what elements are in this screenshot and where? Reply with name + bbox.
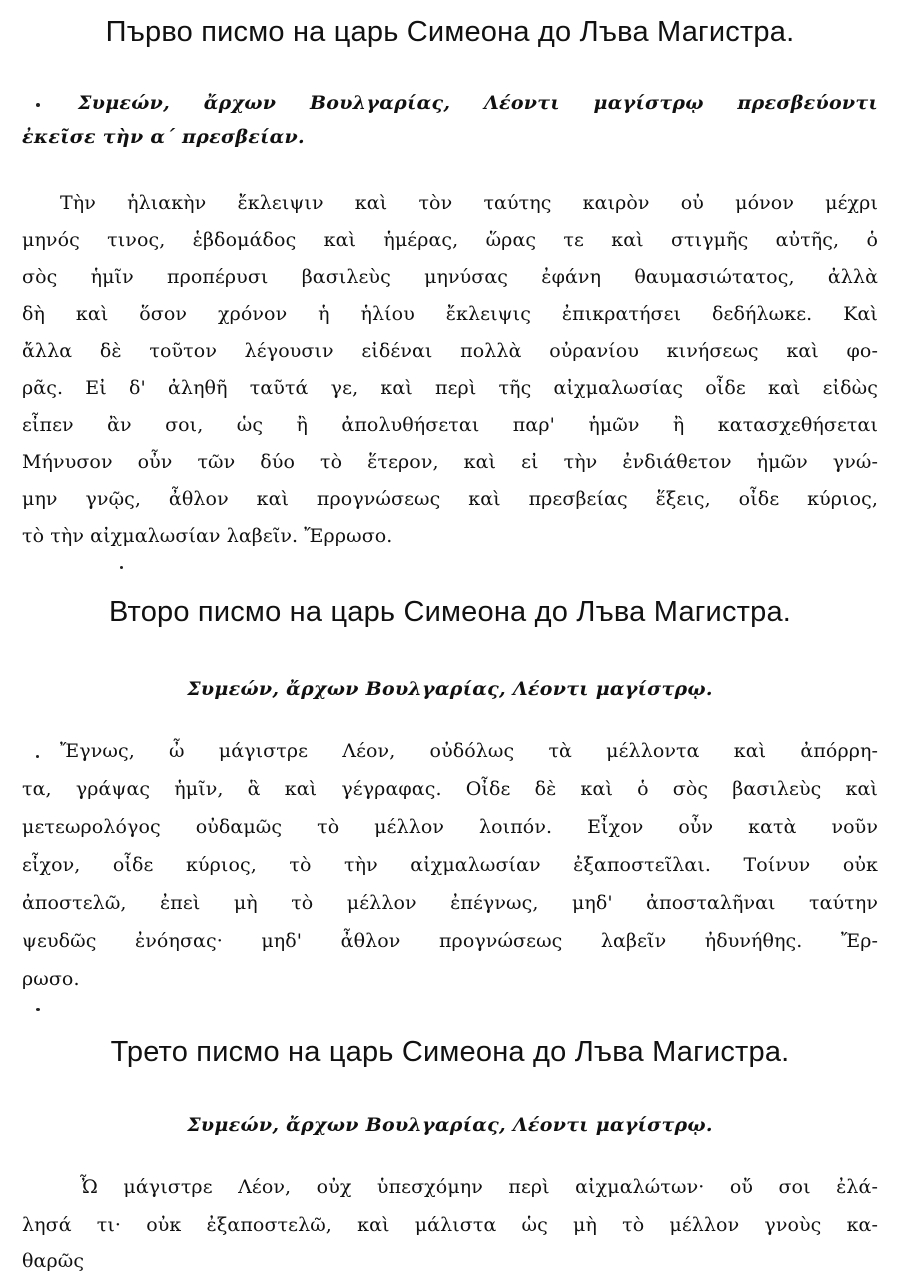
letter-2-line: ψευδῶς ἐνόησας· μηδ' ἆθλον προγνώσεως λαβεῖν ἠδυνήθης. Ἔρ- — [22, 930, 878, 952]
letter-2-line: ἀποστελῶ, ἐπεὶ μὴ τὸ μέλλον ἐπέγνως, μηδ' ἀποσταλῆναι ταύτην — [22, 892, 878, 914]
letter-1-line: Τὴν ἡλιακὴν ἔκλειψιν καὶ τὸν ταύτης καιρὸν οὐ μόνον μέχρι — [60, 192, 878, 214]
letter-2-line: τα, γράψας ἡμῖν, ἃ καὶ γέγραφας. Οἶδε δὲ καὶ ὁ σὸς βασιλεὺς καὶ — [22, 778, 878, 800]
letter-3-line: Ὦ μάγιστρε Λέον, οὐχ ὑπεσχόμην περὶ αἰχμαλώτων· οὔ σοι ἐλά- — [80, 1176, 878, 1198]
speck-mark — [36, 103, 40, 107]
letter-1-line: μην γνῷς, ἆθλον καὶ προγνώσεως καὶ πρεσβείας ἕξεις, οἶδε κύριος, — [22, 488, 878, 510]
letter-2-line: Ἔγνως, ὦ μάγιστρε Λέον, οὐδόλως τὰ μέλλοντα καὶ ἀπόρρη- — [60, 740, 878, 762]
speck-mark — [36, 755, 39, 758]
letter-3-line: θαρῶς — [22, 1250, 85, 1272]
speck-mark — [120, 566, 123, 569]
letter-1-line: μηνός τινος, ἑβδομάδος καὶ ἡμέρας, ὥρας τε καὶ στιγμῆς αὐτῆς, ὁ — [22, 229, 878, 251]
letter-2-line: εἶχον, οἶδε κύριος, τὸ τὴν αἰχμαλωσίαν ἐξαποστεῖλαι. Τοίνυν οὐκ — [22, 854, 878, 876]
letter-1-line: δὴ καὶ ὅσον χρόνον ἡ ἡλίου ἔκλειψις ἐπικρατήσει δεδήλωκε. Καὶ — [22, 303, 878, 325]
letter-2-line: μετεωρολόγος οὐδαμῶς τὸ μέλλον λοιπόν. Εἶχον οὖν κατὰ νοῦν — [22, 816, 878, 838]
letter-3-heading: Трето писмо на царь Симеона до Лъва Магистра. — [110, 1036, 790, 1068]
letter-2-line: ρωσο. — [22, 968, 80, 990]
letter-1-line: ρᾶς. Εἰ δ' ἀληθῆ ταῦτά γε, καὶ περὶ τῆς αἰχμαλωσίας οἶδε καὶ εἰδὼς — [22, 377, 878, 399]
letter-1-line: τὸ τὴν αἰχμαλωσίαν λαβεῖν. Ἔρρωσο. — [22, 525, 393, 547]
letter-1-line: Μήνυσον οὖν τῶν δύο τὸ ἕτερον, καὶ εἰ τὴν ἐνδιάθετον ἡμῶν γνώ- — [22, 451, 878, 473]
speck-mark — [36, 1008, 40, 1011]
letter-1-heading: Първо писмо на царь Симеона до Лъва Магистра. — [105, 16, 795, 48]
letter-1-address-line-1: Συμεών, ἄρχων Βουλγαρίας, Λέοντι μαγίστρῳ πρεσβεύοντι — [78, 92, 878, 114]
letter-3-address: Συμεών, ἄρχων Βουλγαρίας, Λέοντι μαγίστρῳ. — [187, 1114, 713, 1136]
letter-1-line: εἶπεν ἂν σοι, ὡς ἢ ἀπολυθήσεται παρ' ἡμῶν ἢ κατασχεθήσεται — [22, 414, 878, 436]
letter-1-address-line-2: ἐκεῖσε τὴν α΄ πρεσβείαν. — [22, 126, 305, 148]
letter-2-heading: Второ писмо на царь Симеона до Лъва Магистра. — [108, 596, 792, 628]
letter-3-line: λησά τι· οὐκ ἐξαποστελῶ, καὶ μάλιστα ὡς μὴ τὸ μέλλον γνοὺς κα- — [22, 1214, 878, 1236]
letter-1-line: σὸς ἡμῖν προπέρυσι βασιλεὺς μηνύσας ἐφάνη θαυμασιώτατος, ἀλλὰ — [22, 266, 878, 288]
letter-1-line: ἄλλα δὲ τοῦτον λέγουσιν εἰδέναι πολλὰ οὐρανίου κινήσεως καὶ φο- — [22, 340, 878, 362]
letter-2-address: Συμεών, ἄρχων Βουλγαρίας, Λέοντι μαγίστρῳ. — [187, 678, 713, 700]
